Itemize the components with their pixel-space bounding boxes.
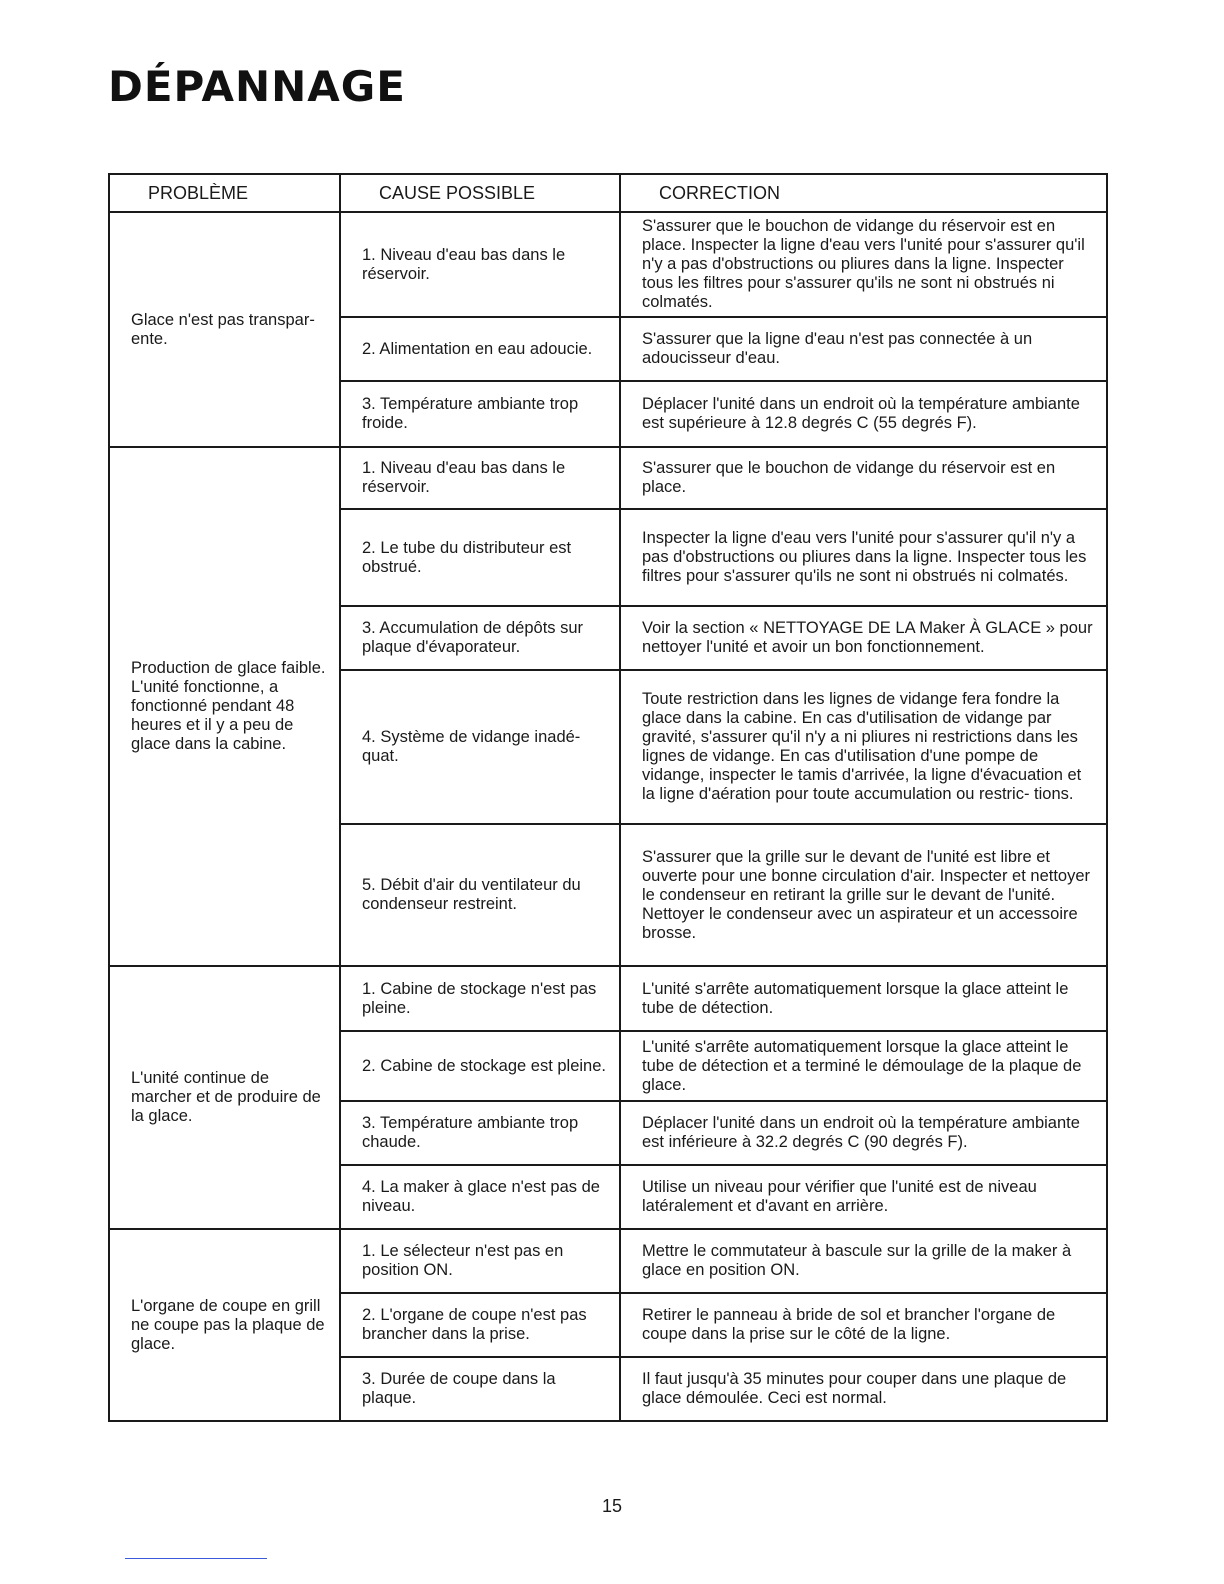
cause-cell: 3. Température ambiante trop chaude. bbox=[340, 1101, 620, 1165]
cause-cell: 3. Accumulation de dépôts sur plaque d'évaporateur. bbox=[340, 606, 620, 670]
cause-cell: 4. Système de vidange inadé- quat. bbox=[340, 670, 620, 824]
table-row bbox=[109, 212, 1107, 317]
footer-rule bbox=[125, 1558, 267, 1559]
correction-cell: S'assurer que le bouchon de vidange du réservoir est en place. bbox=[620, 447, 1107, 509]
correction-cell: L'unité s'arrête automatiquement lorsque la glace atteint le tube de détection. bbox=[620, 966, 1107, 1031]
correction-cell: Utilise un niveau pour vérifier que l'unité est de niveau latéralement et d'avant en arrière. bbox=[620, 1165, 1107, 1229]
cause-cell: 5. Débit d'air du ventilateur du condenseur restreint. bbox=[340, 824, 620, 966]
header-cause: CAUSE POSSIBLE bbox=[340, 174, 620, 212]
cause-cell: 1. Niveau d'eau bas dans le réservoir. bbox=[340, 212, 620, 317]
table-header-row bbox=[109, 174, 1107, 212]
problem-cell: Production de glace faible. L'unité fonctionne, a fonctionné pendant 48 heures et il y a peu de glace dans la cabine. bbox=[109, 447, 340, 966]
correction-cell: Mettre le commutateur à bascule sur la grille de la maker à glace en position ON. bbox=[620, 1229, 1107, 1293]
cause-cell: 3. Durée de coupe dans la plaque. bbox=[340, 1357, 620, 1421]
correction-cell: Il faut jusqu'à 35 minutes pour couper dans une plaque de glace démoulée. Ceci est normal. bbox=[620, 1357, 1107, 1421]
correction-cell: Voir la section « NETTOYAGE DE LA Maker À GLACE » pour nettoyer l'unité et avoir un bon fonctionnement. bbox=[620, 606, 1107, 670]
correction-cell: S'assurer que la grille sur le devant de l'unité est libre et ouverte pour une bonne circulation d'air. Inspecter et nettoyer le condenseur en retirant la grille sur le devant de l'unité. Nettoyer le condenseur avec un aspirateur et un accessoire brosse. bbox=[620, 824, 1107, 966]
problem-cell: L'unité continue de marcher et de produire de la glace. bbox=[109, 966, 340, 1229]
table-row bbox=[109, 966, 1107, 1031]
correction-cell: Déplacer l'unité dans un endroit où la température ambiante est inférieure à 32.2 degrés C (90 degrés F). bbox=[620, 1101, 1107, 1165]
correction-cell: Déplacer l'unité dans un endroit où la température ambiante est supérieure à 12.8 degrés C (55 degrés F). bbox=[620, 381, 1107, 447]
cause-cell: 2. Cabine de stockage est pleine. bbox=[340, 1031, 620, 1101]
cause-cell: 3. Température ambiante trop froide. bbox=[340, 381, 620, 447]
correction-cell: S'assurer que le bouchon de vidange du réservoir est en place. Inspecter la ligne d'eau vers l'unité pour s'assurer qu'il n'y a pas d'obstructions ou pliures dans la ligne. Inspecter tous les filtres pour s'assurer qu'ils ne sont ni obstrués ni colmatés. bbox=[620, 212, 1107, 317]
troubleshooting-table bbox=[108, 173, 1108, 1422]
cause-cell: 2. Alimentation en eau adoucie. bbox=[340, 317, 620, 381]
cause-cell: 1. Cabine de stockage n'est pas pleine. bbox=[340, 966, 620, 1031]
correction-cell: S'assurer que la ligne d'eau n'est pas connectée à un adoucisseur d'eau. bbox=[620, 317, 1107, 381]
header-problem: PROBLÈME bbox=[109, 174, 340, 212]
page-number: 15 bbox=[601, 1496, 623, 1516]
problem-cell: Glace n'est pas transpar- ente. bbox=[109, 212, 340, 447]
problem-cell: L'organe de coupe en grill ne coupe pas la plaque de glace. bbox=[109, 1229, 340, 1421]
correction-cell: Retirer le panneau à bride de sol et brancher l'organe de coupe dans la prise sur le côté de la ligne. bbox=[620, 1293, 1107, 1357]
cause-cell: 1. Le sélecteur n'est pas en position ON. bbox=[340, 1229, 620, 1293]
cause-cell: 2. Le tube du distributeur est obstrué. bbox=[340, 509, 620, 606]
page-title: DÉPANNAGE bbox=[108, 62, 406, 111]
table-row bbox=[109, 447, 1107, 509]
header-correction: CORRECTION bbox=[620, 174, 1107, 212]
cause-cell: 1. Niveau d'eau bas dans le réservoir. bbox=[340, 447, 620, 509]
correction-cell: Toute restriction dans les lignes de vidange fera fondre la glace dans la cabine. En cas d'utilisation de vidange par gravité, s'assurer qu'il n'y a ni pliures ni restrictions dans les lignes de vidange. En cas d'utilisation d'une pompe de vidange, inspecter le tamis d'arrivée, la ligne d'évacuation et la ligne d'aération pour toute accumulation ou restric- tions. bbox=[620, 670, 1107, 824]
correction-cell: Inspecter la ligne d'eau vers l'unité pour s'assurer qu'il n'y a pas d'obstructions ou pliures dans la ligne. Inspecter tous les filtres pour s'assurer qu'ils ne sont ni obstrués ni colmatés. bbox=[620, 509, 1107, 606]
cause-cell: 4. La maker à glace n'est pas de niveau. bbox=[340, 1165, 620, 1229]
table-row bbox=[109, 1229, 1107, 1293]
correction-cell: L'unité s'arrête automatiquement lorsque la glace atteint le tube de détection et a terminé le démoulage de la plaque de glace. bbox=[620, 1031, 1107, 1101]
cause-cell: 2. L'organe de coupe n'est pas brancher dans la prise. bbox=[340, 1293, 620, 1357]
